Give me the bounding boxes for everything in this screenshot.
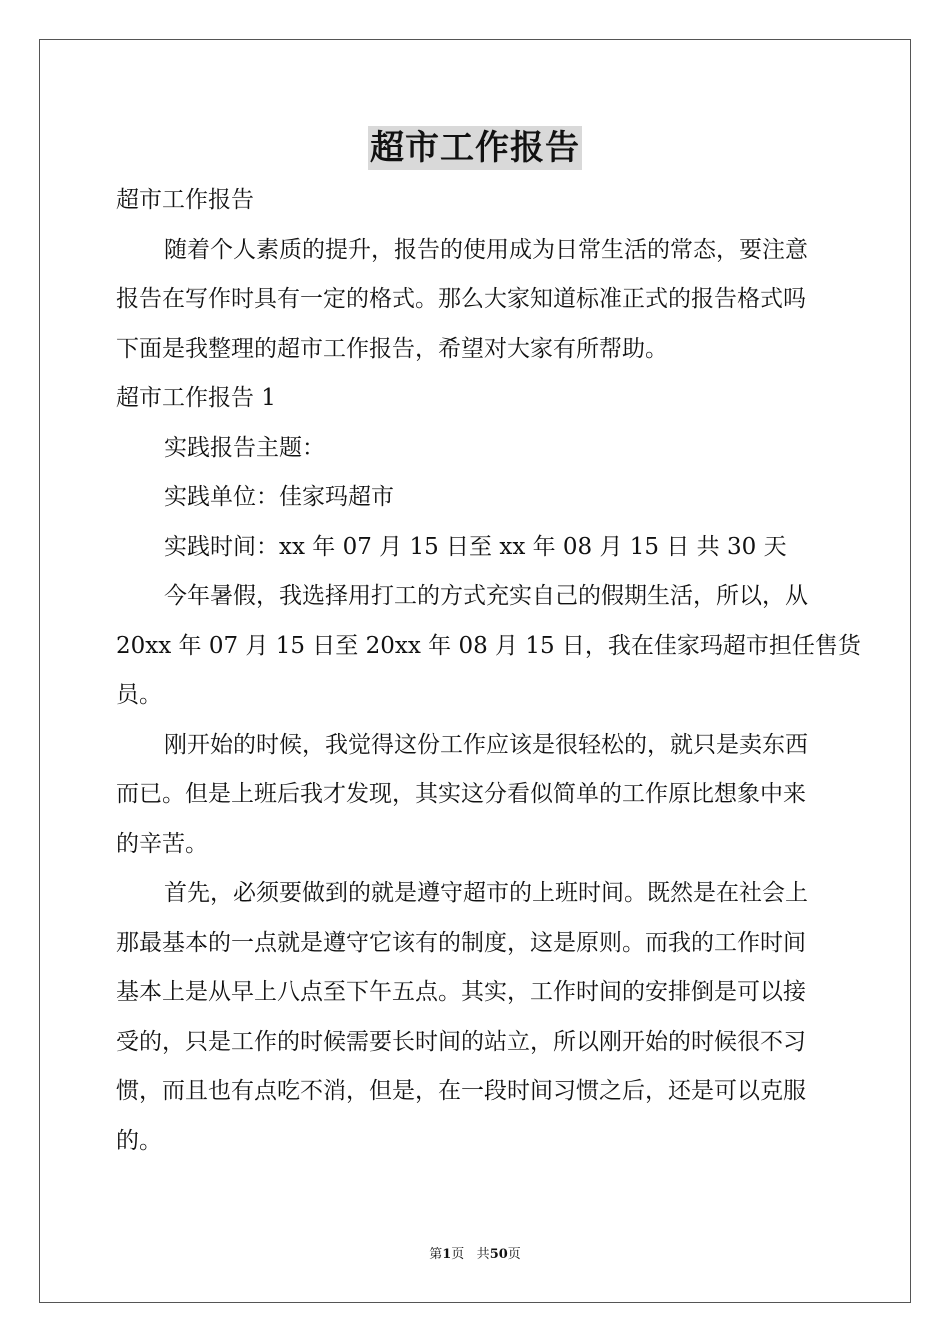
text-line: 今年暑假，我选择用打工的方式充实自己的假期生活，所以，从 (164, 583, 808, 609)
footer-total-pages: 50 (489, 1247, 508, 1262)
text-line: 随着个人素质的提升，报告的使用成为日常生活的常态，要注意 (164, 236, 808, 263)
footer-page-number: 1 (442, 1247, 452, 1262)
text-line: 报告在写作时具有一定的格式。那么大家知道标准正式的报告格式吗 (116, 286, 806, 312)
text-line: 超市工作报告 (116, 187, 254, 213)
text-line: 的辛苦。 (116, 830, 208, 857)
footer-page-suffix: 页 (451, 1247, 465, 1262)
text-line: 刚开始的时候，我觉得这份工作应该是很轻松的，就只是卖东西 (164, 731, 808, 758)
footer-total-suffix: 页 (507, 1247, 521, 1262)
page-footer (0, 1246, 950, 1264)
footer-total-prefix: 共 (476, 1247, 490, 1262)
text-line: 的。 (116, 1127, 162, 1154)
document-body (116, 176, 861, 1166)
text-line: 下面是我整理的超市工作报告，希望对大家有所帮助。 (116, 335, 668, 362)
text-line: 那最基本的一点就是遵守它该有的制度，这是原则。而我的工作时间 (116, 929, 806, 956)
text-line: 而已。但是上班后我才发现，其实这分看似简单的工作原比想象中来 (116, 781, 806, 807)
text-line: 员。 (116, 682, 162, 708)
document-title: 超市工作报告 (370, 128, 580, 168)
text-line: 实践时间：xx 年 07 月 15 日至 xx 年 08 月 15 日 共 30 天 (164, 533, 787, 560)
text-line: 首先，必须要做到的就是遵守超市的上班时间。既然是在社会上 (164, 880, 808, 906)
text-line: 惯，而且也有点吃不消，但是，在一段时间习惯之后，还是可以克服 (116, 1078, 806, 1104)
text-line: 超市工作报告 1 (116, 385, 276, 411)
text-line: 受的，只是工作的时候需要长时间的站立，所以刚开始的时候很不习 (116, 1028, 806, 1055)
text-line: 基本上是从早上八点至下午五点。其实，工作时间的安排倒是可以接 (116, 979, 806, 1005)
text-line: 20xx 年 07 月 15 日至 20xx 年 08 月 15 日，我在佳家玛超市担任售货 (116, 632, 861, 659)
footer-page-prefix: 第 (429, 1247, 443, 1262)
text-line: 实践单位：佳家玛超市 (164, 484, 394, 510)
text-line: 实践报告主题： (164, 434, 325, 461)
title-wrap (0, 126, 950, 170)
